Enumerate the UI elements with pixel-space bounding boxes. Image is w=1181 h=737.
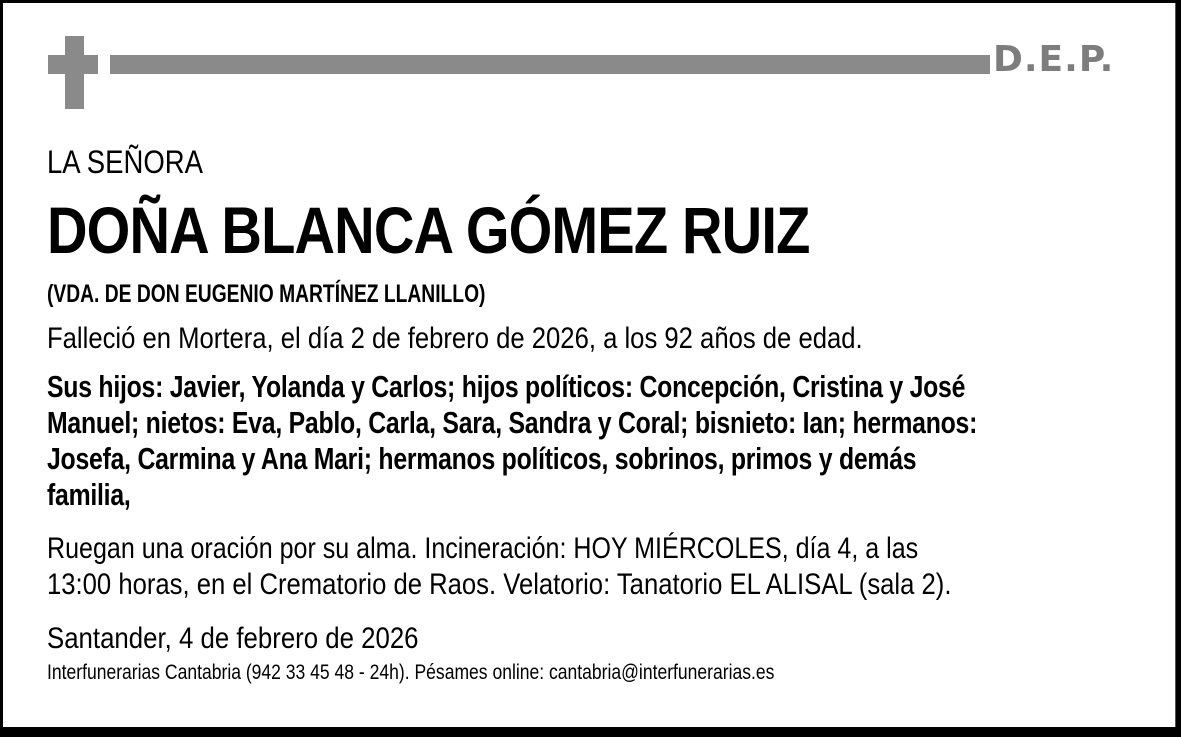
family-line: familia, (47, 477, 131, 512)
honorific-pre: LA SEÑORA (47, 144, 204, 180)
obituary-notice (3, 3, 1176, 727)
cross-icon (48, 36, 101, 112)
contact-info: Interfunerarias Cantabria (942 33 45 48 - 24h). Pésames online: cantabria@interfunerarias.es (47, 661, 775, 684)
header-rule (110, 55, 990, 74)
widow-of: (VDA. DE DON EUGENIO MARTÍNEZ LLANILLO) (47, 280, 486, 308)
family-line: Sus hijos: Javier, Yolanda y Carlos; hijos políticos: Concepción, Cristina y José (47, 369, 966, 404)
cross-horizontal-bar (48, 55, 98, 74)
death-info: Falleció en Mortera, el día 2 de febrero de 2026, a los 92 años de edad. (47, 322, 863, 355)
service-line: Ruegan una oración por su alma. Incineración: HOY MIÉRCOLES, día 4, a las (47, 532, 919, 565)
deceased-name: DOÑA BLANCA GÓMEZ RUIZ (47, 193, 810, 267)
dep-label: D.E.P. (993, 39, 1115, 80)
service-line: 13:00 horas, en el Crematorio de Raos. Velatorio: Tanatorio EL ALISAL (sala 2). (47, 568, 952, 601)
family-line: Manuel; nietos: Eva, Pablo, Carla, Sara, Sandra y Coral; bisnieto: Ian; hermanos: (47, 405, 978, 440)
place-date: Santander, 4 de febrero de 2026 (47, 622, 419, 655)
family-line: Josefa, Carmina y Ana Mari; hermanos políticos, sobrinos, primos y demás (47, 441, 917, 476)
